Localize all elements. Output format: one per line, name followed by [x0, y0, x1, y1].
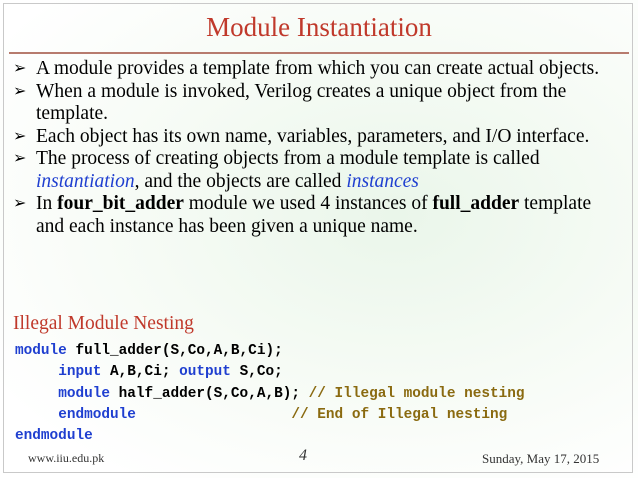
arrow-bullet-icon: ➢: [13, 82, 27, 100]
term-instantiation: instantiation: [36, 170, 135, 192]
bullet-text: template and each instance has been given a unique name.: [36, 193, 592, 237]
bullet-text: When a module is invoked, Verilog creates a unique object from the template.: [36, 80, 567, 124]
code-line: [15, 364, 283, 380]
code-text: A,B,Ci;: [101, 364, 180, 381]
bullet-item: [11, 193, 621, 238]
code-text: full_adder(S,Co,A,B,Ci);: [66, 343, 283, 359]
code-line: [15, 386, 525, 402]
arrow-bullet-icon: ➢: [13, 60, 27, 77]
term-four-bit-adder: four_bit_adder: [57, 193, 184, 214]
bullet-text: module we used 4 instances of: [183, 193, 433, 214]
code-indent: [15, 386, 58, 402]
bullet-list: [11, 58, 621, 238]
bullet-text: Each object has its own name, variables, parameters, and I/O interface.: [36, 125, 590, 147]
slide-title: Module Instantiation: [206, 12, 432, 42]
subheading-illegal-nesting: Illegal Module Nesting: [13, 313, 194, 334]
bullet-text: A module provides a template from which you can create actual objects.: [36, 58, 600, 79]
code-keyword: output: [179, 364, 231, 381]
code-keyword: endmodule: [58, 406, 136, 423]
code-indent: [15, 407, 58, 423]
bullet-item: [11, 148, 621, 193]
bullet-text: , and the objects are called: [134, 170, 347, 192]
code-line: [15, 428, 93, 444]
term-instances: instances: [346, 170, 419, 192]
code-comment: // Illegal module nesting: [308, 385, 525, 402]
code-line: [15, 407, 507, 423]
code-indent: [15, 364, 58, 380]
code-keyword: endmodule: [15, 428, 93, 445]
code-line: [15, 343, 283, 359]
title-divider: [9, 52, 629, 54]
bullet-item: [11, 58, 621, 81]
footer-page-number: 4: [299, 447, 307, 464]
code-text: half_adder(S,Co,A,B);: [110, 385, 309, 402]
footer-website: www.iiu.edu.pk: [28, 451, 105, 465]
bullet-text: In: [36, 193, 58, 214]
code-keyword: module: [58, 385, 111, 402]
bullet-text: The process of creating objects from a module template is called: [36, 148, 540, 169]
code-gap: [136, 407, 291, 423]
code-comment: // End of Illegal nesting: [291, 406, 508, 423]
arrow-bullet-icon: ➢: [13, 195, 27, 212]
code-keyword: input: [58, 364, 102, 381]
bullet-item: [11, 126, 621, 149]
arrow-bullet-icon: ➢: [13, 127, 27, 145]
arrow-bullet-icon: ➢: [13, 150, 27, 167]
term-full-adder: full_adder: [432, 193, 520, 214]
footer-date: Sunday, May 17, 2015: [482, 451, 600, 466]
bullet-item: [11, 81, 621, 126]
code-text: S,Co;: [230, 364, 283, 381]
code-keyword: module: [15, 343, 67, 359]
code-block: [15, 341, 525, 447]
